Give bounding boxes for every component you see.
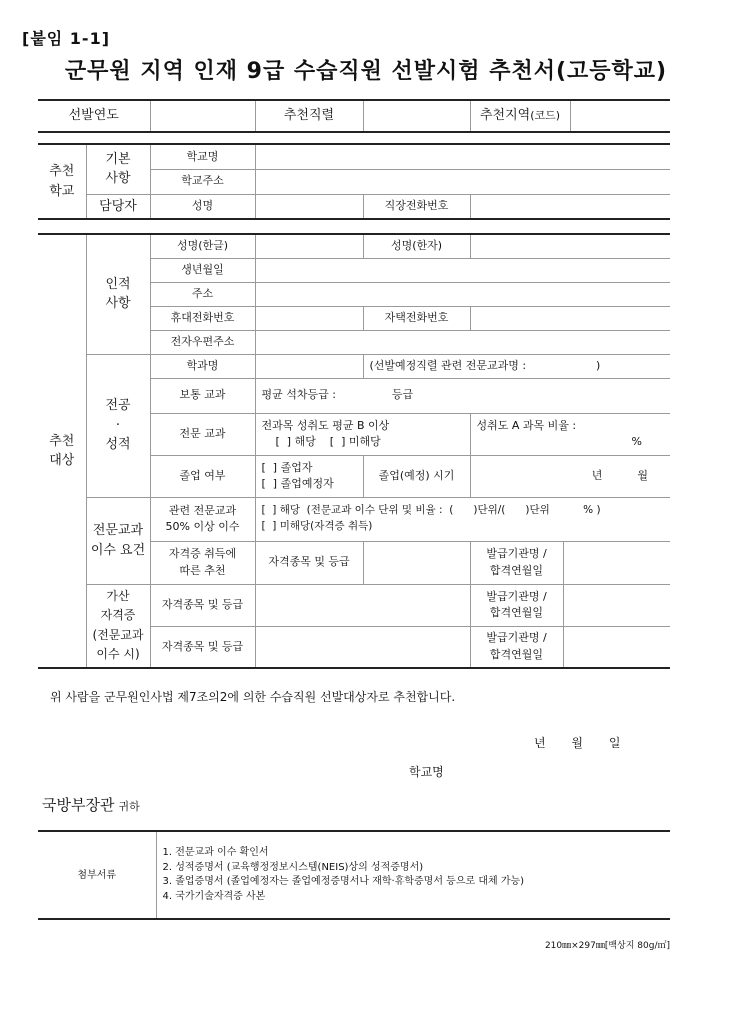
- general-label: 보통 교과: [150, 378, 255, 413]
- name-han-label: 성명(한자): [363, 234, 470, 258]
- year-field[interactable]: [150, 100, 255, 132]
- birth-label: 생년월일: [150, 258, 255, 282]
- contact-name-field[interactable]: [255, 194, 363, 219]
- attachment-item: 3. 졸업증명서 (졸업예정자는 졸업예정증명서나 재학·휴학증명서 등으로 대체 가능): [162, 876, 525, 887]
- attachments-table: [38, 830, 670, 920]
- name-han-field[interactable]: [470, 234, 670, 258]
- attachments-list: [156, 831, 670, 919]
- contact-name-label: 성명: [150, 194, 255, 219]
- mobile-field[interactable]: [255, 306, 363, 330]
- school-address-label: 학교주소: [150, 169, 255, 194]
- birth-field[interactable]: [255, 258, 670, 282]
- school-signature[interactable]: 학교명: [409, 765, 444, 779]
- bonus-issuer-field-2[interactable]: [563, 626, 670, 668]
- grad-time-field[interactable]: 년 월: [470, 455, 670, 497]
- school-name-field[interactable]: [255, 144, 670, 169]
- contact-label: 담당자: [86, 194, 150, 219]
- personal-label: 인적 사항: [86, 234, 150, 354]
- year-label: 선발연도: [38, 100, 150, 132]
- grad-opt-graduate[interactable]: [ ] 졸업자: [261, 460, 313, 474]
- bonus-kind-field-2[interactable]: [255, 626, 470, 668]
- region-label: 추천지역(코드): [470, 100, 570, 132]
- paper-size: 210㎜×297㎜[백상지 80g/㎡]: [544, 941, 670, 951]
- dept-label: 학과명: [150, 354, 255, 378]
- special-field[interactable]: [255, 413, 470, 455]
- bonus-label: 가산 자격증 (전문교과 이수 시): [86, 584, 150, 668]
- position-label: 추천직렬: [255, 100, 363, 132]
- special-checkbox[interactable]: [ ] 해당 [ ] 미해당: [275, 435, 381, 448]
- cert-reco-label: 자격증 취득에 따른 추천: [150, 541, 255, 584]
- address-field[interactable]: [255, 282, 670, 306]
- general-field[interactable]: 평균 석차등급 : 등급: [255, 378, 670, 413]
- cert-kind-label: 자격종목 및 등급: [255, 541, 363, 584]
- recipient: 국방부장관 귀하: [42, 796, 140, 814]
- attachment-item: 1. 전문교과 이수 확인서: [162, 847, 269, 858]
- email-field[interactable]: [255, 330, 670, 354]
- mobile-label: 휴대전화번호: [150, 306, 255, 330]
- grad-label: 졸업 여부: [150, 455, 255, 497]
- candidate-section-label: 추천 대상: [38, 234, 86, 668]
- name-kor-field[interactable]: [255, 234, 363, 258]
- special-label: 전문 교과: [150, 413, 255, 455]
- bonus-issuer-label-2: 발급기관명 / 합격연월일: [470, 626, 563, 668]
- special-ratio-label: 성취도 A 과목 비율 :: [476, 418, 577, 432]
- cert-issuer-field[interactable]: [563, 541, 670, 584]
- address-label: 주소: [150, 282, 255, 306]
- home-phone-label: 자택전화번호: [363, 306, 470, 330]
- candidate-table: [38, 233, 670, 669]
- completion-label: 전문교과 이수 요건: [86, 497, 150, 584]
- recommendation-statement: 위 사람을 군무원인사법 제7조의2에 의한 수습직원 선발대상자로 추천합니다.: [50, 690, 456, 704]
- school-section-label: 추천 학교: [38, 144, 86, 219]
- work-phone-field[interactable]: [470, 194, 670, 219]
- special-ratio-unit: %: [631, 435, 642, 448]
- work-phone-label: 직장전화번호: [363, 194, 470, 219]
- region-field[interactable]: [570, 100, 670, 132]
- bonus-kind-label-1: 자격종목 및 등급: [150, 584, 255, 626]
- attachment-label: [붙임 1-1]: [22, 29, 111, 48]
- bonus-kind-field-1[interactable]: [255, 584, 470, 626]
- bonus-issuer-field-1[interactable]: [563, 584, 670, 626]
- school-table: [38, 143, 670, 220]
- school-basic-label: 기본 사항: [86, 144, 150, 194]
- cert-kind-field[interactable]: [363, 541, 470, 584]
- related-label: 관련 전문교과 50% 이상 이수: [150, 497, 255, 541]
- special-ratio-field[interactable]: [470, 413, 670, 455]
- position-field[interactable]: [363, 100, 470, 132]
- header-table: [38, 99, 670, 133]
- grad-opt-expected[interactable]: [ ] 졸업예정자: [261, 477, 334, 490]
- dept-field[interactable]: [255, 354, 363, 378]
- dept-note: (선발예정직렬 관련 전문교과명 : ): [363, 354, 670, 378]
- attachment-item: 2. 성적증명서 (교육행정정보시스템(NEIS)상의 성적증명서): [162, 861, 424, 873]
- special-criteria: 전과목 성취도 평균 B 이상: [261, 418, 390, 432]
- attachment-item: 4. 국가기술자격증 사본: [162, 890, 266, 902]
- cert-issuer-label: 발급기관명 / 합격연월일: [470, 541, 563, 584]
- related-options[interactable]: [255, 497, 670, 541]
- home-phone-field[interactable]: [470, 306, 670, 330]
- attachments-label: 첨부서류: [38, 831, 156, 919]
- bonus-issuer-label-1: 발급기관명 / 합격연월일: [470, 584, 563, 626]
- grad-options[interactable]: [255, 455, 363, 497]
- school-name-label: 학교명: [150, 144, 255, 169]
- bonus-kind-label-2: 자격종목 및 등급: [150, 626, 255, 668]
- email-label: 전자우편주소: [150, 330, 255, 354]
- form-title: 군무원 지역 인재 9급 수습직원 선발시험 추천서(고등학교): [64, 59, 668, 84]
- school-address-field[interactable]: [255, 169, 670, 194]
- related-opt-no[interactable]: [ ] 미해당(자격증 취득): [261, 520, 373, 532]
- related-opt-yes[interactable]: [ ] 해당 (전문교과 이수 단위 및 비율 : ( )단위/( )단위 % ): [261, 504, 601, 517]
- grad-time-label: 졸업(예정) 시기: [363, 455, 470, 497]
- major-label: 전공 · 성적: [86, 354, 150, 497]
- date-line[interactable]: 년 월 일: [534, 736, 621, 750]
- name-kor-label: 성명(한글): [150, 234, 255, 258]
